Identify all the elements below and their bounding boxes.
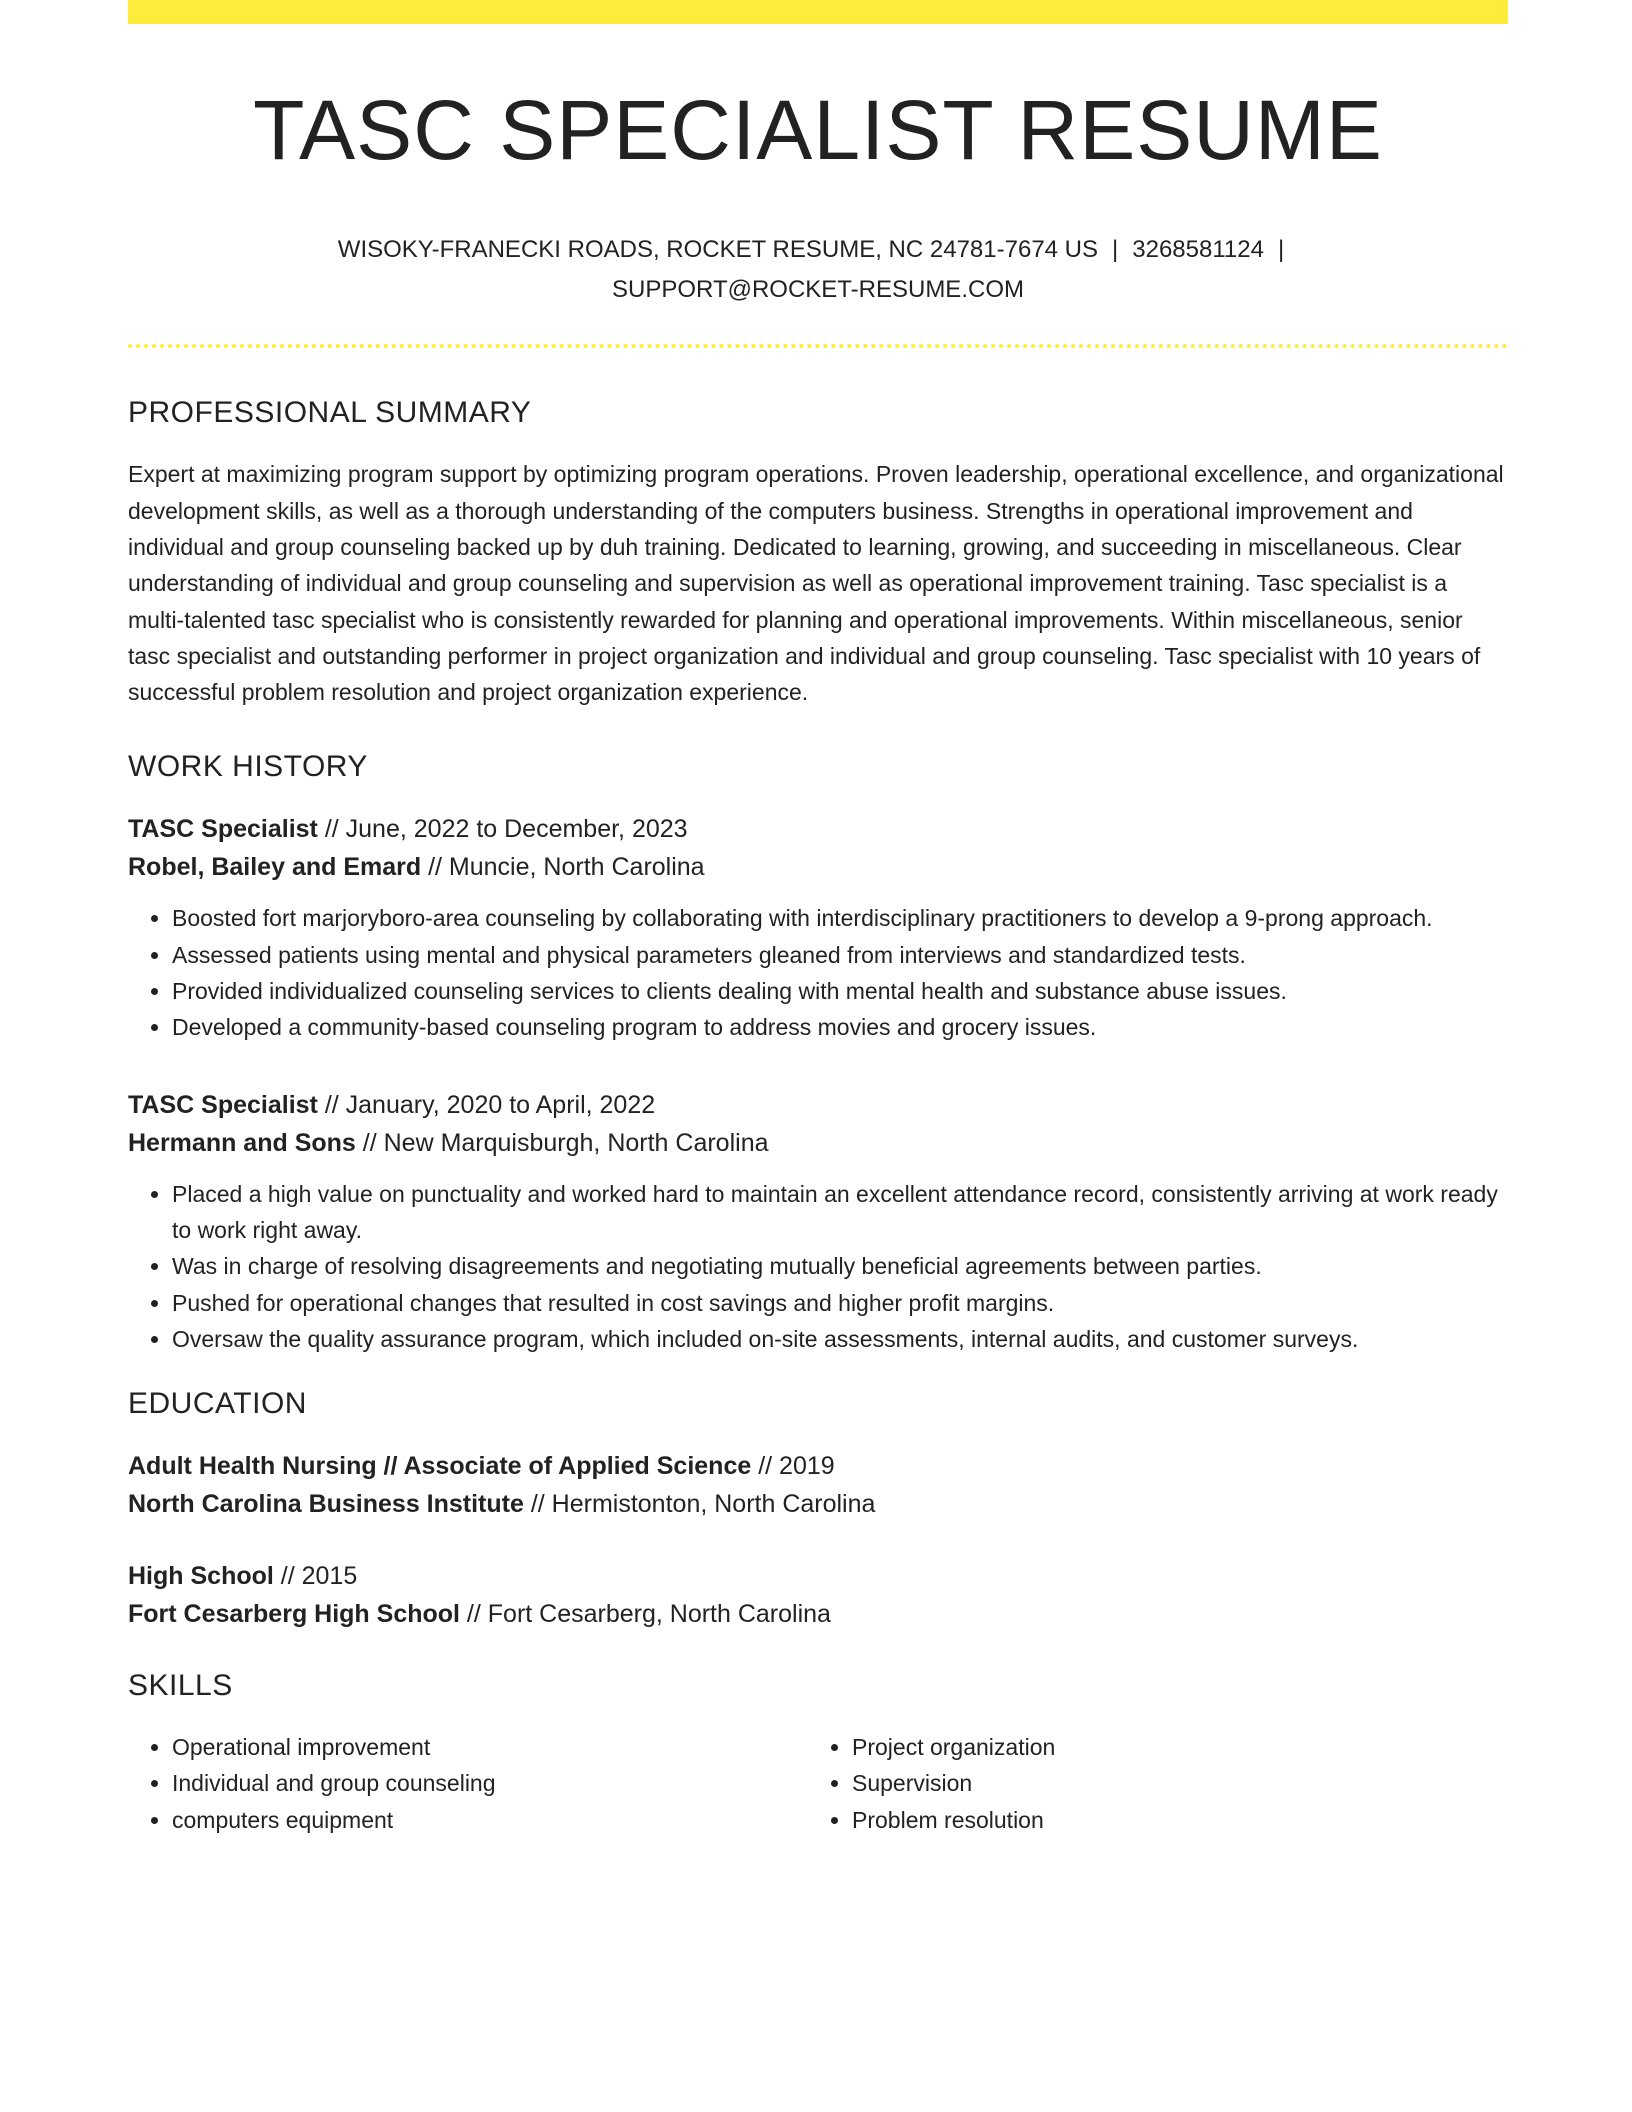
job-bullet: • Boosted fort marjoryboro-area counseling by collaborating with interdisciplinary practitioners to develop a 9-prong approach. [172, 900, 1508, 936]
job-dates: // January, 2020 to April, 2022 [317, 1090, 656, 1119]
job-location: // Muncie, North Carolina [421, 853, 705, 882]
job-company: Robel, Bailey and Emard [128, 853, 422, 882]
summary-text: Expert at maximizing program support by optimizing program operations. Proven leadership, operational excellence, and organizational development skills, as well as a thorough understanding of the computers business. Strengths in operational improvement and individual and group counseling backed up by duh training. Dedicated to learning, growing, and succeeding in miscellaneous. Clear understanding of individual and group counseling and supervision as well as operational improvement training. Tasc specialist is a multi-talented tasc specialist who is consistently rewarded for planning and operational improvements. Within miscellaneous, senior tasc specialist and outstanding performer in project organization and individual and group counseling. Tasc specialist with 10 years of successful problem resolution and project organization experience. [128, 461, 1504, 706]
education-year: // 2019 [751, 1452, 835, 1481]
job-title-line [128, 1086, 1508, 1124]
job-company-line [128, 848, 1508, 886]
education-heading: EDUCATION [128, 1387, 307, 1421]
education-year: // 2015 [273, 1562, 358, 1591]
contact-separator: | [1112, 236, 1119, 264]
education-school-line [128, 1485, 1508, 1523]
job-bullets [128, 900, 1508, 1045]
resume-title: TASC SPECIALIST RESUME [253, 83, 1383, 177]
education-entry [128, 1557, 1508, 1633]
skills-heading: SKILLS [128, 1669, 233, 1703]
skill-item: • Individual and group counseling [172, 1765, 808, 1801]
education-degree: Adult Health Nursing // Associate of Applied Science [128, 1452, 752, 1481]
job-title: TASC Specialist [128, 1090, 318, 1119]
job-title: TASC Specialist [128, 815, 318, 844]
skill-item: • Supervision [852, 1765, 1488, 1801]
education-location: // Hermistonton, North Carolina [523, 1490, 876, 1519]
education-location: // Fort Cesarberg, North Carolina [459, 1600, 831, 1629]
job-bullet: • Pushed for operational changes that resulted in cost savings and higher profit margins. [172, 1285, 1508, 1321]
job-company: Hermann and Sons [128, 1128, 356, 1157]
skill-item: • Problem resolution [852, 1802, 1488, 1838]
skill-item: • Project organization [852, 1729, 1488, 1765]
education-school: North Carolina Business Institute [128, 1490, 524, 1519]
job-title-line [128, 810, 1508, 848]
job-bullet: • Provided individualized counseling services to clients dealing with mental health and substance abuse issues. [172, 973, 1508, 1009]
contact-info [128, 230, 1508, 310]
job-location: // New Marquisburgh, North Carolina [355, 1128, 769, 1157]
resume-page [128, 0, 1508, 1838]
job-entry [128, 1086, 1508, 1357]
job-bullet: • Assessed patients using mental and physical parameters gleaned from interviews and standardized tests. [172, 937, 1508, 973]
skills-grid [128, 1729, 1508, 1838]
accent-top-bar [128, 0, 1508, 24]
contact-email: SUPPORT@ROCKET-RESUME.COM [612, 276, 1024, 304]
skill-item: • computers equipment [172, 1802, 808, 1838]
dotted-divider [128, 344, 1508, 348]
education-degree: High School [128, 1562, 274, 1591]
education-degree-line [128, 1447, 1508, 1485]
skill-item: • Operational improvement [172, 1729, 808, 1765]
education-school-line [128, 1595, 1508, 1633]
job-bullet: • Was in charge of resolving disagreements and negotiating mutually beneficial agreements between parties. [172, 1248, 1508, 1284]
job-bullet: • Developed a community-based counseling program to address movies and grocery issues. [172, 1009, 1508, 1045]
job-entry [128, 810, 1508, 1045]
work-history-heading: WORK HISTORY [128, 750, 368, 784]
contact-address: WISOKY-FRANECKI ROADS, ROCKET RESUME, NC 24781-7674 US [337, 236, 1099, 264]
job-bullet: • Placed a high value on punctuality and worked hard to maintain an excellent attendance record, consistently arriving at work ready to work right away. [172, 1176, 1508, 1249]
skills-column-right [808, 1729, 1488, 1838]
job-bullet: • Oversaw the quality assurance program, which included on-site assessments, internal audits, and customer surveys. [172, 1321, 1508, 1357]
contact-phone: 3268581124 [1132, 236, 1264, 264]
education-school: Fort Cesarberg High School [128, 1600, 460, 1629]
contact-separator: | [1277, 236, 1285, 264]
job-company-line [128, 1124, 1508, 1162]
summary-heading: PROFESSIONAL SUMMARY [128, 396, 532, 430]
job-dates: // June, 2022 to December, 2023 [317, 815, 688, 844]
skills-column-left [128, 1729, 808, 1838]
education-degree-line [128, 1557, 1508, 1595]
education-entry [128, 1447, 1508, 1523]
job-bullets [128, 1176, 1508, 1357]
